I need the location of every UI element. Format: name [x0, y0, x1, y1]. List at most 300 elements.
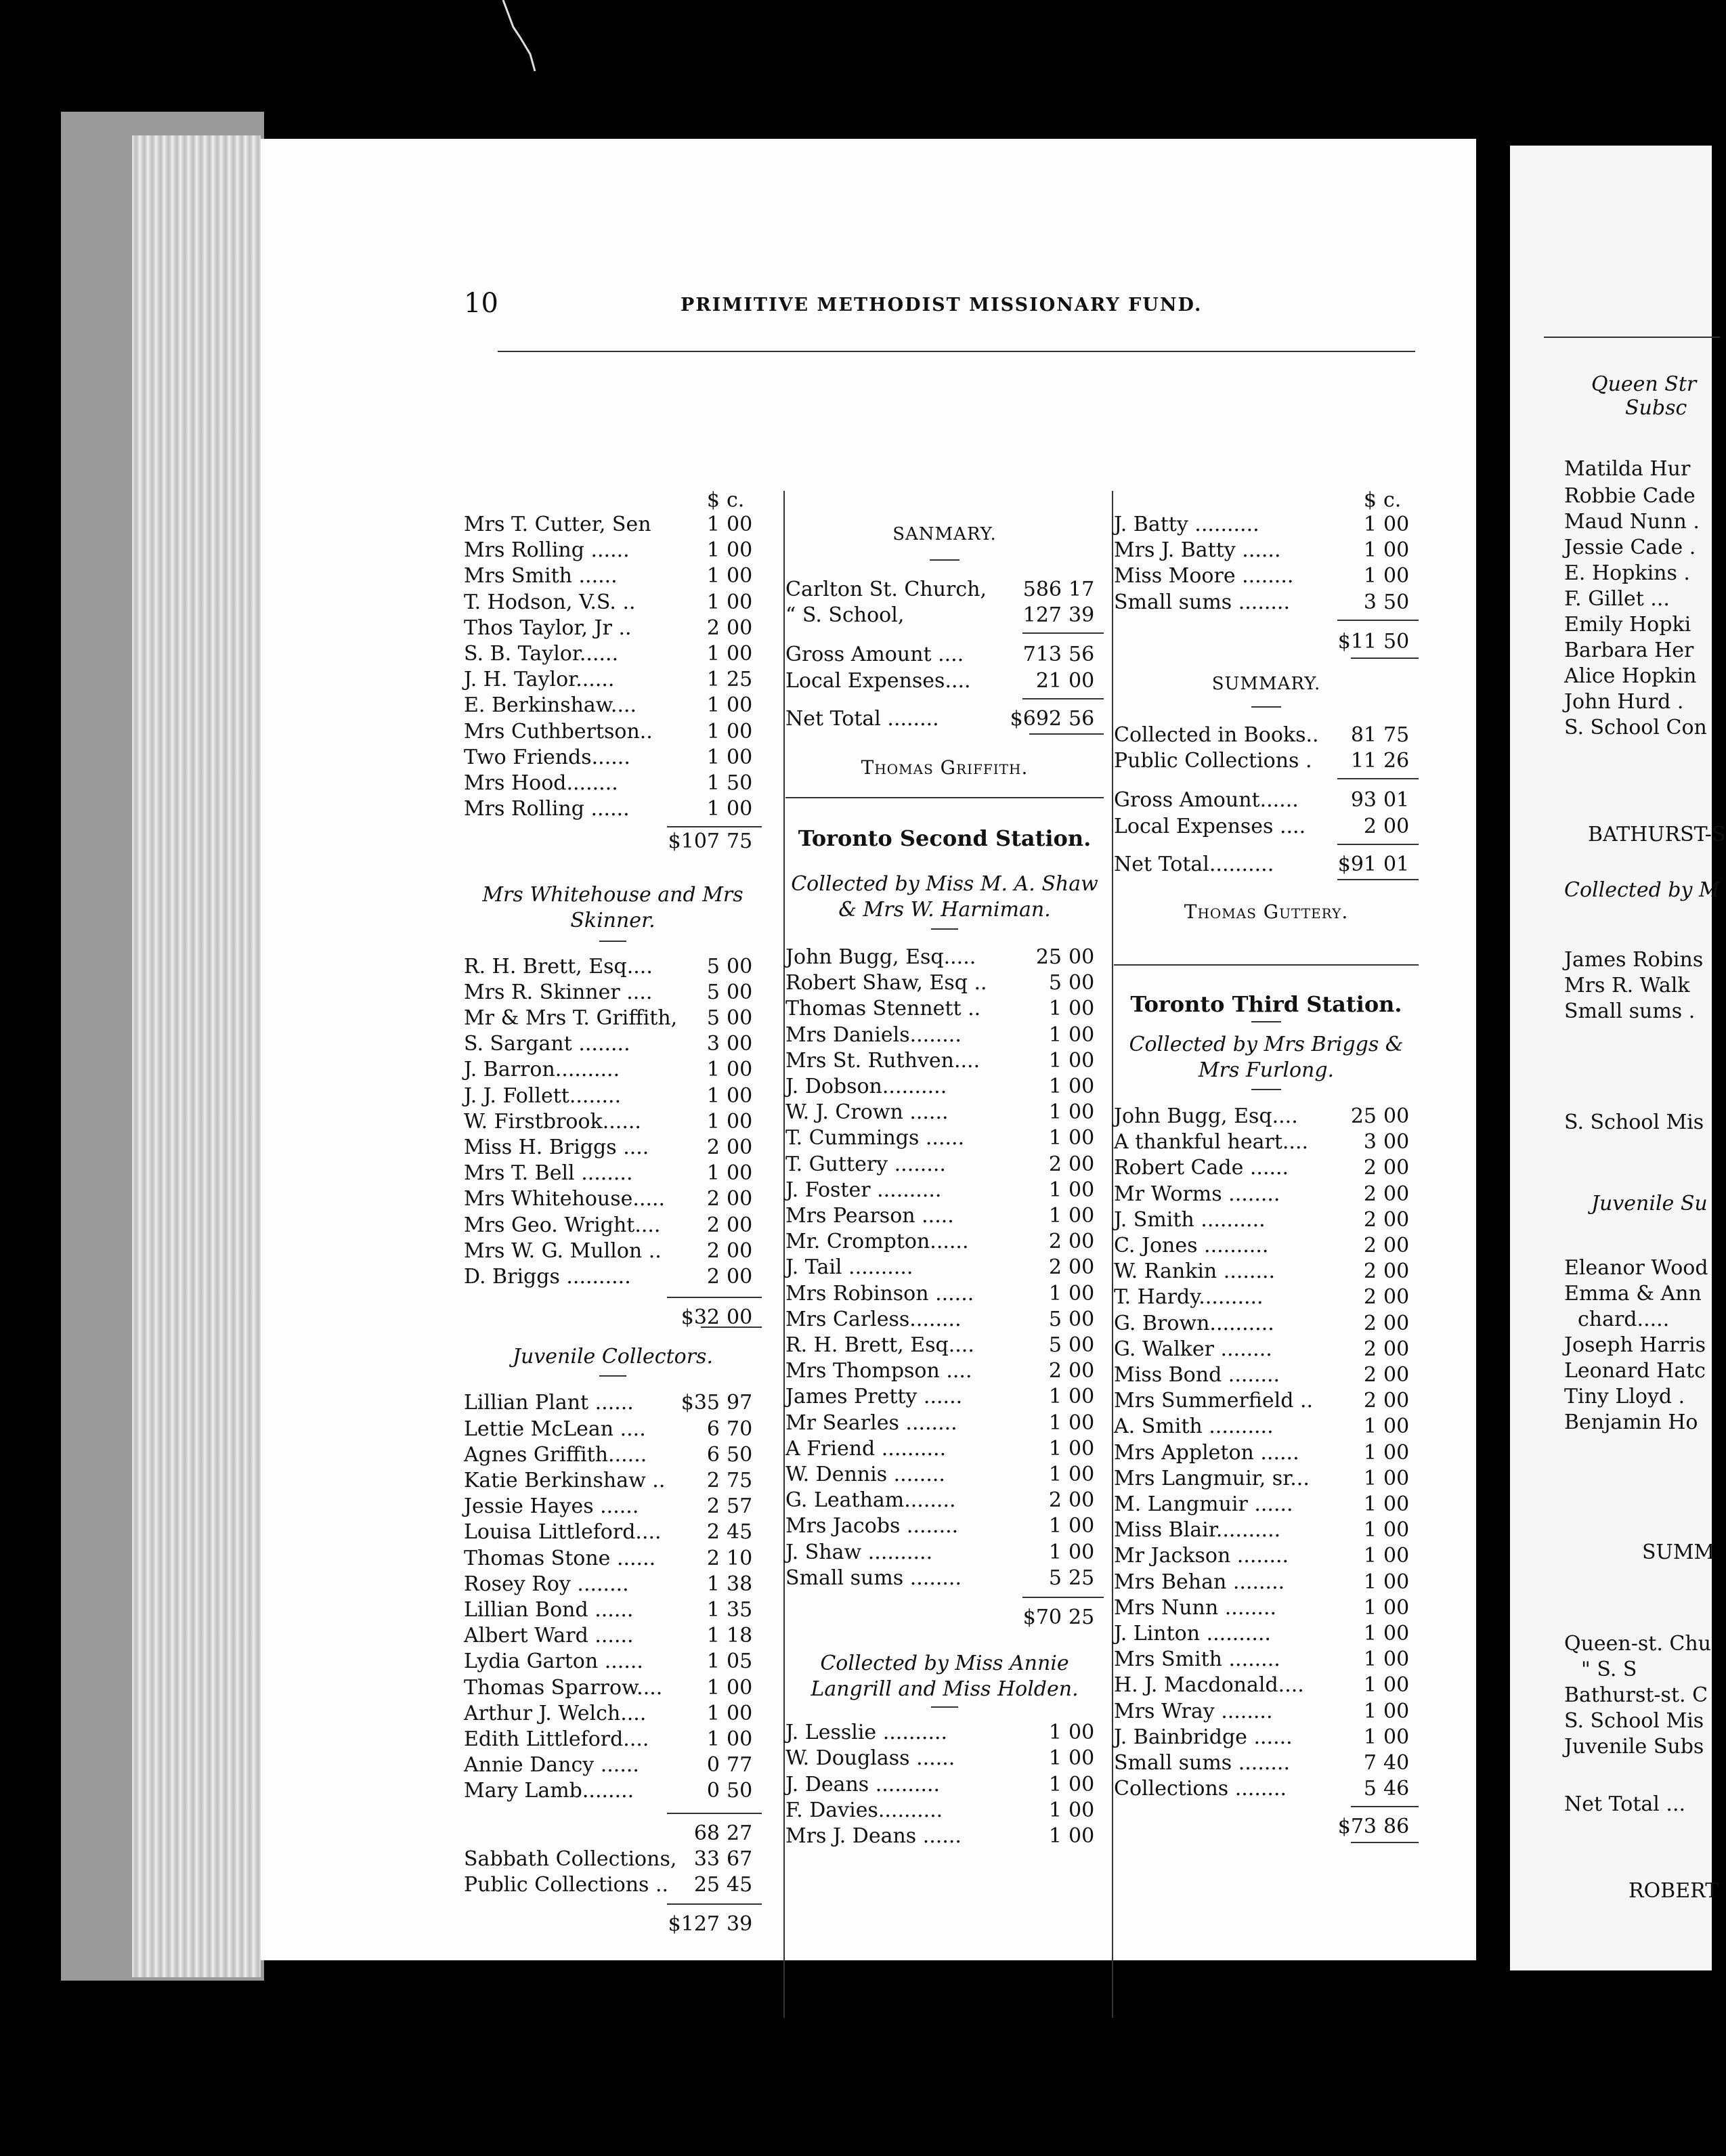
amount-dollars: $35	[681, 1391, 720, 1415]
amount-cents: 00	[1383, 1466, 1410, 1490]
amount-dollars: 586	[1022, 578, 1062, 601]
entry-row	[464, 1727, 762, 1752]
entry-row	[1114, 1776, 1419, 1802]
entry-row	[1114, 1259, 1419, 1285]
entry-name: F. Davies..........	[785, 1798, 943, 1822]
entry-row	[464, 1572, 762, 1597]
amount-dollars: 1	[1363, 513, 1377, 536]
entry-name: Small sums ........	[1114, 590, 1290, 614]
amount-dollars: 1	[706, 719, 720, 743]
entry-row	[785, 1022, 1104, 1048]
entry-name: R. H. Brett, Esq....	[464, 954, 653, 978]
entry-row	[1114, 1285, 1419, 1310]
entry-row	[785, 996, 1104, 1022]
entry-row	[464, 590, 762, 616]
entry-name: Miss Bond ........	[1114, 1363, 1280, 1387]
amount-cents: 00	[1383, 1389, 1410, 1413]
entry-name: Mrs Robinson ......	[785, 1281, 974, 1306]
facing-page-line: Small sums .	[1564, 999, 1696, 1023]
amount-cents: 75	[727, 1469, 753, 1492]
amount-cents: 00	[1383, 1544, 1410, 1568]
amount-dollars: 2	[706, 1213, 720, 1237]
entry-name: Mrs Geo. Wright....	[464, 1213, 661, 1237]
amount-cents: 00	[727, 1265, 753, 1289]
entry-row	[785, 1720, 1104, 1746]
amount-dollars: 2	[706, 1265, 720, 1289]
entry-row	[1114, 1699, 1419, 1725]
facing-page-line: " S. S	[1581, 1658, 1637, 1681]
amount-cents: 00	[727, 538, 753, 563]
amount-dollars: 1	[1048, 1178, 1062, 1202]
amount-dollars: 5	[1048, 1566, 1062, 1590]
entry-row	[464, 745, 762, 771]
entry-row	[1114, 563, 1419, 589]
amount-cents: 00	[1069, 1540, 1095, 1564]
entry-name: “ S. School,	[785, 603, 905, 628]
amount-cents: 27	[727, 1821, 753, 1845]
amount-cents: 00	[1383, 1207, 1410, 1232]
collected-by: Collected by Mrs Briggs & Mrs Furlong.	[1129, 1033, 1404, 1082]
amount-cents: 00	[1383, 1104, 1410, 1128]
entry-row	[785, 1178, 1104, 1203]
amount-dollars: 5	[1363, 1777, 1377, 1801]
entry-row	[785, 1746, 1104, 1771]
entry-name: Mr. Crompton......	[785, 1230, 969, 1254]
amount-dollars: 1	[1048, 1798, 1062, 1822]
facing-page-line: BATHURST-S	[1588, 823, 1726, 846]
amount-cents: 00	[1069, 1178, 1095, 1202]
entry-name: Miss Blair..........	[1114, 1518, 1281, 1543]
entry-row	[464, 1238, 762, 1264]
amount-cents: 00	[1383, 1311, 1410, 1335]
amount-dollars: $	[706, 488, 720, 512]
amount-cents: 75	[727, 829, 753, 854]
entry-name: W. Firstbrook......	[464, 1109, 641, 1134]
entry-row	[1114, 1388, 1419, 1414]
amount-cents: 00	[1383, 1647, 1410, 1672]
entry-row	[785, 603, 1104, 628]
entry-row	[785, 1436, 1104, 1462]
entry-row	[785, 1074, 1104, 1100]
amount-cents: 00	[727, 513, 753, 536]
signature: Thomas Guttery.	[1184, 901, 1349, 923]
amount-dollars: 2	[706, 1136, 720, 1159]
amount-cents: 00	[1383, 1363, 1410, 1387]
entry-name: S. Sargant ........	[464, 1032, 630, 1056]
amount-cents: 00	[1069, 1048, 1095, 1073]
entry-name: Annie Dancy ......	[464, 1753, 639, 1777]
entry-row	[464, 1546, 762, 1572]
amount-dollars: 1	[706, 538, 720, 563]
entry-row	[464, 1161, 762, 1186]
entry-name: C. Jones ..........	[1114, 1234, 1269, 1257]
amount-cents: 00	[1069, 1152, 1095, 1176]
amount-cents: 50	[1383, 590, 1410, 614]
amount-cents: 70	[727, 1417, 753, 1441]
facing-page-line: ROBERT	[1628, 1879, 1719, 1903]
entry-name: Collections ........	[1114, 1777, 1287, 1801]
amount-dollars: 3	[706, 1032, 720, 1056]
entry-row	[785, 1513, 1104, 1539]
amount-cents: 00	[1069, 1100, 1095, 1125]
amount-cents: 00	[727, 1306, 753, 1330]
amount-cents: 25	[1069, 1605, 1095, 1629]
amount-cents: 75	[1383, 723, 1410, 747]
section-title: SUMMARY.	[1211, 674, 1321, 694]
amount-cents: 00	[727, 1701, 753, 1725]
entry-name: Mrs St. Ruthven....	[785, 1048, 980, 1073]
amount-dollars: 11	[1350, 749, 1377, 773]
entry-row	[785, 1462, 1104, 1488]
amount-dollars: 2	[1048, 1488, 1062, 1513]
amount-dollars: 2	[1363, 814, 1377, 838]
entry-name: Mrs Smith ......	[464, 564, 618, 588]
amount-dollars: $127	[668, 1912, 720, 1937]
amount-cents: 00	[1069, 668, 1095, 693]
gross-row	[1114, 788, 1419, 813]
entry-row	[785, 1125, 1104, 1151]
entry-name: Louisa Littleford....	[464, 1520, 662, 1545]
amount-cents: 00	[1383, 1492, 1410, 1516]
amount-cents: 00	[1383, 1440, 1410, 1465]
entry-row	[1114, 1517, 1419, 1543]
entry-name: Mrs Jacobs ........	[785, 1514, 959, 1538]
amount-dollars: 6	[706, 1417, 720, 1441]
amount-cents: 00	[1383, 1285, 1410, 1310]
amount-cents: 00	[1383, 1622, 1410, 1645]
local-row	[1114, 814, 1419, 840]
entry-row	[1114, 1233, 1419, 1259]
amount-dollars: 1	[1048, 997, 1062, 1021]
amount-dollars: 1	[1363, 1725, 1377, 1749]
entry-row	[464, 1264, 762, 1290]
entry-name: Thomas Stone ......	[464, 1546, 656, 1570]
amount-dollars: 2	[706, 1469, 720, 1492]
entry-row	[785, 1358, 1104, 1384]
amount-dollars: 1	[706, 1624, 720, 1648]
amount-dollars: 1	[1048, 1721, 1062, 1745]
amount-cents: 00	[1383, 1518, 1410, 1543]
amount-cents: 00	[1383, 1673, 1410, 1698]
entry-name: R. H. Brett, Esq....	[785, 1333, 974, 1357]
amount-dollars: $692	[1010, 706, 1062, 731]
amount-dollars: 2	[706, 1546, 720, 1570]
amount-dollars: 1	[1048, 1410, 1062, 1435]
entry-name: Mr Jackson ........	[1114, 1544, 1289, 1568]
subtotal-row	[464, 1821, 762, 1847]
amount-dollars: 713	[1022, 643, 1062, 667]
entry-name: Mrs Carless........	[785, 1307, 962, 1331]
amount-dollars: 1	[706, 1109, 720, 1134]
amount-dollars: 1	[706, 1161, 720, 1186]
amount-cents: 00	[1383, 564, 1410, 588]
amount-dollars: 1	[706, 1701, 720, 1725]
amount-dollars: 81	[1350, 723, 1377, 747]
amount-dollars: 1	[1048, 1514, 1062, 1538]
rule	[667, 826, 762, 827]
facing-header-rule	[1544, 337, 1720, 338]
rule	[785, 797, 1104, 798]
rule	[667, 1813, 762, 1814]
facing-page	[1510, 146, 1726, 1970]
amount-cents: 00	[1069, 1721, 1095, 1745]
amount-dollars: 5	[706, 1006, 720, 1030]
amount-cents: 00	[1383, 1725, 1410, 1749]
amount-dollars: 2	[1363, 1182, 1377, 1206]
page-title: PRIMITIVE METHODIST MISSIONARY FUND.	[681, 295, 1203, 316]
entry-name: J. Shaw ..........	[785, 1540, 933, 1564]
entry-row	[1114, 1492, 1419, 1517]
entry-name: Mrs Daniels........	[785, 1022, 962, 1047]
amount-cents: 00	[727, 1213, 753, 1237]
entry-row	[785, 1772, 1104, 1798]
entry-row	[464, 1109, 762, 1135]
amount-cents: 00	[1383, 1156, 1410, 1180]
amount-dollars: 1	[1363, 1415, 1377, 1439]
local-row	[785, 668, 1104, 694]
amount-dollars: 1	[1363, 1673, 1377, 1698]
entry-name: Mr Searles ........	[785, 1410, 957, 1435]
amount-dollars: 0	[706, 1779, 720, 1803]
facing-page-line: Leonard Hatc	[1564, 1359, 1706, 1383]
entry-row	[464, 1083, 762, 1109]
entry-name: Agnes Griffith......	[464, 1442, 647, 1467]
amount-dollars: 1	[706, 513, 720, 536]
amount-cents: 00	[1069, 1333, 1095, 1357]
amount-cents: 00	[1383, 1699, 1410, 1723]
entry-row	[464, 1675, 762, 1701]
entry-row	[464, 1752, 762, 1778]
entry-row	[1114, 748, 1419, 774]
amount-dollars: 3	[1363, 1130, 1377, 1155]
entry-name: Mrs W. G. Mullon ..	[464, 1238, 662, 1263]
entry-name: Mrs Rolling ......	[464, 538, 630, 563]
amount-cents: 45	[727, 1520, 753, 1545]
facing-page-line: Benjamin Ho	[1564, 1410, 1698, 1434]
entry-name: H. J. Macdonald....	[1114, 1673, 1304, 1698]
amount-cents: 00	[1069, 1385, 1095, 1409]
rule	[1337, 844, 1419, 845]
entry-row	[1114, 538, 1419, 563]
entry-name: T. Hardy..........	[1114, 1285, 1264, 1310]
amount-cents: 00	[1383, 1595, 1410, 1620]
entry-name: Mrs Nunn ........	[1114, 1595, 1277, 1620]
currency-heading	[1114, 488, 1419, 513]
entry-row	[464, 1778, 762, 1804]
amount-dollars: 1	[1363, 1699, 1377, 1723]
amount-dollars: 1	[706, 1675, 720, 1700]
entry-row	[464, 954, 762, 980]
amount-dollars: 1	[1048, 1048, 1062, 1073]
entry-name: Lettie McLean ....	[464, 1417, 646, 1441]
entry-name: Small sums ........	[785, 1566, 962, 1590]
entry-row	[785, 1566, 1104, 1591]
facing-page-line: Queen-st. Chu	[1564, 1632, 1712, 1656]
entry-name: S. B. Taylor......	[464, 642, 619, 666]
amount-dollars: 5	[706, 954, 720, 978]
total-row	[785, 1605, 1104, 1631]
entry-row	[464, 667, 762, 693]
entry-name: James Pretty ......	[785, 1385, 963, 1409]
amount-dollars: 25	[1350, 1104, 1377, 1128]
entry-name: Mrs R. Skinner ....	[464, 980, 653, 1004]
amount-dollars: 5	[1048, 1307, 1062, 1331]
facing-page-line: E. Hopkins .	[1564, 561, 1690, 585]
amount-cents: 18	[727, 1624, 753, 1648]
entry-row	[464, 1390, 762, 1416]
entry-name: Thomas Sparrow....	[464, 1675, 663, 1700]
amount-cents: 00	[1069, 971, 1095, 995]
amount-dollars: 1	[1363, 1492, 1377, 1516]
rule	[1351, 1842, 1419, 1843]
facing-page-line: Robbie Cade	[1564, 484, 1696, 508]
entry-name: Mr Worms ........	[1114, 1182, 1280, 1206]
amount-cents: 56	[1069, 643, 1095, 667]
amount-cents: 00	[727, 642, 753, 666]
amount-cents: 00	[727, 616, 753, 640]
entry-name: J. Smith ..........	[1114, 1207, 1266, 1232]
entry-row	[464, 771, 762, 796]
rule	[1029, 733, 1104, 735]
section-title: SANMARY.	[892, 524, 997, 544]
amount-dollars: 1	[706, 590, 720, 614]
amount-cents: 00	[1069, 945, 1095, 969]
amount-dollars: 93	[1350, 788, 1377, 813]
entry-row	[464, 693, 762, 718]
amount-dollars: 1	[706, 1598, 720, 1622]
amount-cents: 00	[727, 719, 753, 743]
currency-heading	[464, 488, 762, 513]
amount-cents: 50	[1383, 629, 1410, 653]
net-total-row	[1114, 852, 1419, 878]
amount-cents: 40	[1383, 1751, 1410, 1775]
entry-name: Miss Moore ........	[1114, 564, 1294, 588]
page	[261, 139, 1476, 1960]
entry-row	[464, 1623, 762, 1649]
facing-page-line: Alice Hopkin	[1564, 664, 1697, 688]
amount-cents: 00	[727, 1161, 753, 1186]
amount-cents: 50	[727, 1442, 753, 1467]
amount-cents: 00	[1383, 1415, 1410, 1439]
entry-row	[1114, 512, 1419, 538]
amount-dollars: 33	[693, 1847, 720, 1871]
collected-by: Collected by Miss Annie Langrill and Miss Holden.	[811, 1652, 1079, 1702]
entry-row	[464, 796, 762, 822]
amount-cents: 00	[1069, 1514, 1095, 1538]
facing-page-line: Bathurst-st. C	[1564, 1683, 1708, 1707]
amount-dollars: 2	[1048, 1359, 1062, 1383]
entry-name: T. Guttery ........	[785, 1152, 946, 1176]
amount-dollars: 5	[1048, 971, 1062, 995]
entry-row	[1114, 1570, 1419, 1595]
amount-cents: 25	[727, 668, 753, 692]
amount-cents: 00	[727, 1006, 753, 1030]
entry-name: Jessie Hayes ......	[464, 1494, 639, 1519]
facing-page-line: Matilda Hur	[1564, 457, 1691, 481]
amount-dollars: 1	[1363, 1570, 1377, 1594]
entry-row	[1114, 1647, 1419, 1673]
entry-row	[1114, 1621, 1419, 1647]
amount-dollars: 5	[1048, 1333, 1062, 1357]
amount-dollars: 5	[706, 980, 720, 1004]
entry-row	[785, 1540, 1104, 1566]
entry-name: Mrs Hood........	[464, 771, 618, 795]
amount-cents: 00	[727, 1136, 753, 1159]
amount-dollars: 2	[706, 1520, 720, 1545]
entry-row	[464, 1186, 762, 1212]
entry-row	[464, 1872, 762, 1898]
facing-page-line: Eleanor Wood	[1564, 1256, 1708, 1280]
amount-dollars: 1	[1363, 1440, 1377, 1465]
entry-row	[464, 563, 762, 589]
amount-dollars: 1	[1048, 1204, 1062, 1228]
entry-name: J. Batty ..........	[1114, 513, 1259, 536]
amount-dollars: 2	[1363, 1285, 1377, 1310]
amount-cents: 35	[727, 1598, 753, 1622]
entry-name: Net Total ........	[785, 706, 939, 731]
rule	[1251, 1021, 1281, 1022]
entry-name: J. Lesslie ..........	[785, 1721, 948, 1745]
rule	[667, 1903, 762, 1905]
amount-dollars: 25	[1035, 945, 1062, 969]
amount-dollars: 2	[1363, 1234, 1377, 1257]
amount-cents: 00	[1069, 1410, 1095, 1435]
entry-name: Mrs Thompson ....	[785, 1359, 972, 1383]
entry-name: Mrs Cuthbertson..	[464, 719, 653, 743]
amount-cents: 00	[1383, 513, 1410, 536]
rule	[701, 1327, 762, 1328]
entry-row	[785, 577, 1104, 603]
amount-cents: 00	[1069, 1436, 1095, 1461]
entry-row	[785, 1488, 1104, 1513]
rule	[1022, 1597, 1104, 1598]
facing-page-line: Joseph Harris	[1564, 1333, 1706, 1357]
entry-row	[1114, 1104, 1419, 1129]
amount-dollars: 1	[1363, 1622, 1377, 1645]
amount-dollars: 1	[1048, 1022, 1062, 1047]
entry-name: Mrs Smith ........	[1114, 1647, 1280, 1672]
section-title: Mrs Whitehouse and Mrs Skinner.	[482, 882, 743, 932]
facing-page-line: SUMM	[1642, 1540, 1715, 1564]
entry-name: Mr & Mrs T. Griffith,	[464, 1006, 678, 1030]
station-title: Toronto Third Station.	[1130, 991, 1402, 1017]
entry-row	[1114, 1207, 1419, 1233]
entry-name: Small sums ........	[1114, 1751, 1290, 1775]
entry-row	[1114, 1129, 1419, 1155]
entry-name: Mrs J. Deans ......	[785, 1824, 962, 1848]
entry-row	[464, 1417, 762, 1442]
facing-page-line: Mrs R. Walk	[1564, 974, 1690, 997]
entry-name: Edith Littleford....	[464, 1727, 649, 1751]
entry-row	[464, 616, 762, 641]
amount-dollars: 2	[1363, 1311, 1377, 1335]
entry-row	[1114, 1337, 1419, 1362]
total-row	[464, 829, 762, 855]
total-row	[1114, 1814, 1419, 1840]
entry-name: W. Douglass ......	[785, 1746, 955, 1771]
entry-name: J. Bainbridge ......	[1114, 1725, 1293, 1749]
amount-dollars: 1	[1363, 1595, 1377, 1620]
entry-name: Mrs J. Batty ......	[1114, 538, 1281, 563]
amount-cents: 00	[1383, 814, 1410, 838]
facing-page-line: Tiny Lloyd .	[1564, 1385, 1685, 1408]
entry-row	[785, 1307, 1104, 1333]
amount-cents: 00	[1069, 1746, 1095, 1771]
amount-dollars: 2	[706, 1238, 720, 1263]
entry-row	[464, 538, 762, 563]
amount-cents: 00	[727, 1083, 753, 1108]
entry-row	[1114, 590, 1419, 616]
